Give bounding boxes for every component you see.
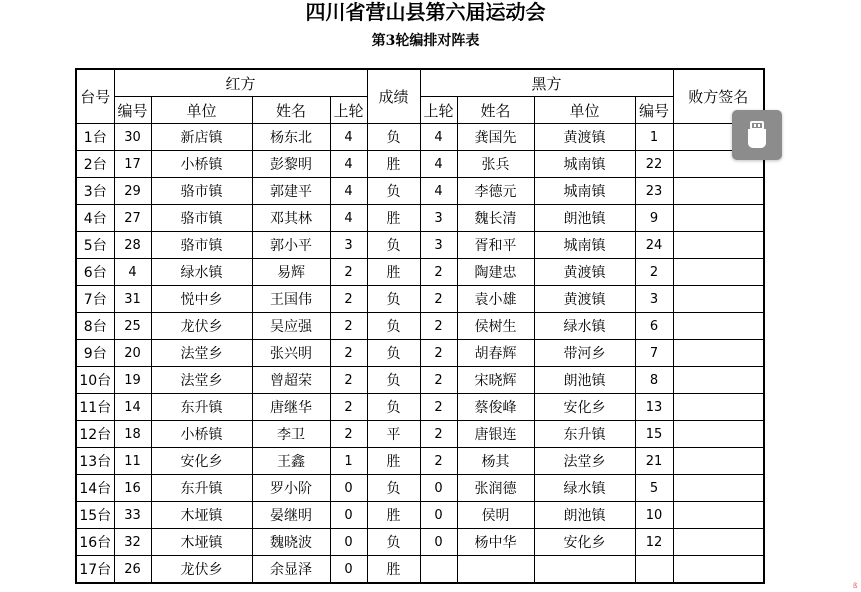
table-no-cell: 12台 (76, 421, 114, 448)
table-row (76, 178, 764, 205)
red-prev-round-cell: 3 (330, 232, 367, 259)
table-no-cell: 4台 (76, 205, 114, 232)
black-prev-round-cell: 3 (420, 205, 457, 232)
black-id-header: 编号 (635, 97, 673, 124)
loser-sign-cell (673, 232, 764, 259)
red-id-cell: 32 (114, 529, 151, 556)
red-name-cell: 杨东北 (252, 124, 330, 151)
result-cell: 平 (367, 421, 420, 448)
red-unit-cell: 龙伏乡 (151, 556, 252, 584)
corner-mark: ß (853, 582, 858, 590)
table-row (76, 124, 764, 151)
black-name-header: 姓名 (457, 97, 534, 124)
red-name-cell: 晏继明 (252, 502, 330, 529)
black-unit-cell: 绿水镇 (534, 475, 635, 502)
red-prev-round-header: 上轮 (330, 97, 367, 124)
red-unit-cell: 小桥镇 (151, 421, 252, 448)
black-unit-cell: 带河乡 (534, 340, 635, 367)
loser-sign-cell (673, 259, 764, 286)
red-name-cell: 余显泽 (252, 556, 330, 584)
loser-sign-cell (673, 556, 764, 584)
black-id-cell (635, 556, 673, 584)
black-name-cell: 魏长清 (457, 205, 534, 232)
table-row (76, 502, 764, 529)
red-unit-cell: 悦中乡 (151, 286, 252, 313)
table-no-cell: 13台 (76, 448, 114, 475)
black-unit-cell: 法堂乡 (534, 448, 635, 475)
usb-drive-icon (745, 121, 769, 149)
red-prev-round-cell: 4 (330, 124, 367, 151)
red-id-cell: 29 (114, 178, 151, 205)
table-no-cell: 8台 (76, 313, 114, 340)
red-name-cell: 吴应强 (252, 313, 330, 340)
result-cell: 负 (367, 340, 420, 367)
red-prev-round-cell: 2 (330, 340, 367, 367)
red-id-cell: 11 (114, 448, 151, 475)
table-row (76, 205, 764, 232)
black-name-cell: 张润德 (457, 475, 534, 502)
red-id-cell: 27 (114, 205, 151, 232)
black-prev-round-cell: 4 (420, 151, 457, 178)
red-name-cell: 邓其林 (252, 205, 330, 232)
table-row (76, 286, 764, 313)
black-name-cell: 侯树生 (457, 313, 534, 340)
table-row (76, 367, 764, 394)
red-id-cell: 16 (114, 475, 151, 502)
table-no-cell: 14台 (76, 475, 114, 502)
black-prev-round-cell: 3 (420, 232, 457, 259)
red-unit-cell: 法堂乡 (151, 367, 252, 394)
page-title: 四川省营山县第六届运动会 (305, 0, 546, 24)
table-no-cell: 10台 (76, 367, 114, 394)
black-unit-cell: 朗池镇 (534, 205, 635, 232)
black-name-cell: 陶建忠 (457, 259, 534, 286)
black-id-cell: 13 (635, 394, 673, 421)
black-name-cell: 龚国先 (457, 124, 534, 151)
table-no-cell: 11台 (76, 394, 114, 421)
result-cell: 胜 (367, 259, 420, 286)
loser-sign-cell (673, 529, 764, 556)
table-no-cell: 7台 (76, 286, 114, 313)
red-prev-round-cell: 2 (330, 259, 367, 286)
red-unit-cell: 安化乡 (151, 448, 252, 475)
red-name-cell: 魏晓波 (252, 529, 330, 556)
loser-sign-cell (673, 448, 764, 475)
black-name-cell: 宋晓辉 (457, 367, 534, 394)
result-cell: 负 (367, 286, 420, 313)
loser-sign-cell (673, 502, 764, 529)
black-unit-cell: 安化乡 (534, 529, 635, 556)
black-unit-cell: 绿水镇 (534, 313, 635, 340)
table-no-cell: 9台 (76, 340, 114, 367)
black-prev-round-cell (420, 556, 457, 584)
red-id-cell: 31 (114, 286, 151, 313)
black-name-cell: 袁小雄 (457, 286, 534, 313)
red-prev-round-cell: 2 (330, 394, 367, 421)
loser-sign-cell (673, 475, 764, 502)
black-name-cell: 胥和平 (457, 232, 534, 259)
red-unit-cell: 骆市镇 (151, 232, 252, 259)
table-no-cell: 16台 (76, 529, 114, 556)
table-row (76, 313, 764, 340)
black-prev-round-cell: 0 (420, 529, 457, 556)
result-cell: 负 (367, 367, 420, 394)
table-row (76, 259, 764, 286)
black-unit-cell: 黄渡镇 (534, 124, 635, 151)
black-unit-cell (534, 556, 635, 584)
black-id-cell: 23 (635, 178, 673, 205)
table-no-cell: 15台 (76, 502, 114, 529)
black-name-cell: 李德元 (457, 178, 534, 205)
red-id-cell: 18 (114, 421, 151, 448)
black-id-cell: 21 (635, 448, 673, 475)
result-cell: 胜 (367, 205, 420, 232)
red-unit-cell: 东升镇 (151, 394, 252, 421)
red-unit-cell: 骆市镇 (151, 205, 252, 232)
table-row (76, 448, 764, 475)
black-id-cell: 24 (635, 232, 673, 259)
black-name-cell: 胡春辉 (457, 340, 534, 367)
loser-sign-header: 败方签名 (673, 69, 764, 124)
black-id-cell: 9 (635, 205, 673, 232)
black-prev-round-header: 上轮 (420, 97, 457, 124)
result-cell: 负 (367, 178, 420, 205)
black-id-cell: 5 (635, 475, 673, 502)
red-id-cell: 33 (114, 502, 151, 529)
red-name-cell: 张兴明 (252, 340, 330, 367)
red-prev-round-cell: 0 (330, 529, 367, 556)
black-unit-cell: 东升镇 (534, 421, 635, 448)
red-id-cell: 14 (114, 394, 151, 421)
black-prev-round-cell: 0 (420, 502, 457, 529)
black-prev-round-cell: 0 (420, 475, 457, 502)
table-row (76, 340, 764, 367)
red-id-cell: 19 (114, 367, 151, 394)
black-unit-cell: 朗池镇 (534, 502, 635, 529)
red-id-cell: 26 (114, 556, 151, 584)
red-prev-round-cell: 1 (330, 448, 367, 475)
red-unit-cell: 法堂乡 (151, 340, 252, 367)
black-prev-round-cell: 2 (420, 259, 457, 286)
red-id-cell: 17 (114, 151, 151, 178)
result-cell: 胜 (367, 151, 420, 178)
black-name-cell: 侯明 (457, 502, 534, 529)
result-cell: 负 (367, 124, 420, 151)
black-prev-round-cell: 2 (420, 448, 457, 475)
pairing-table (75, 68, 765, 584)
black-id-cell: 12 (635, 529, 673, 556)
result-cell: 胜 (367, 448, 420, 475)
red-prev-round-cell: 0 (330, 556, 367, 584)
red-name-cell: 王鑫 (252, 448, 330, 475)
loser-sign-cell (673, 367, 764, 394)
black-unit-cell: 安化乡 (534, 394, 635, 421)
loser-sign-cell (673, 205, 764, 232)
black-prev-round-cell: 2 (420, 367, 457, 394)
black-prev-round-cell: 2 (420, 394, 457, 421)
black-unit-cell: 城南镇 (534, 151, 635, 178)
black-unit-header: 单位 (534, 97, 635, 124)
black-id-cell: 15 (635, 421, 673, 448)
table-row (76, 556, 764, 584)
black-name-cell: 杨其 (457, 448, 534, 475)
black-prev-round-cell: 4 (420, 124, 457, 151)
black-unit-cell: 朗池镇 (534, 367, 635, 394)
table-no-cell: 1台 (76, 124, 114, 151)
black-id-cell: 22 (635, 151, 673, 178)
red-name-cell: 郭小平 (252, 232, 330, 259)
black-id-cell: 1 (635, 124, 673, 151)
red-name-cell: 王国伟 (252, 286, 330, 313)
result-cell: 负 (367, 394, 420, 421)
result-cell: 负 (367, 529, 420, 556)
loser-sign-cell (673, 340, 764, 367)
red-name-cell: 李卫 (252, 421, 330, 448)
black-prev-round-cell: 4 (420, 178, 457, 205)
red-prev-round-cell: 0 (330, 475, 367, 502)
table-row (76, 475, 764, 502)
red-prev-round-cell: 4 (330, 178, 367, 205)
red-prev-round-cell: 4 (330, 151, 367, 178)
black-unit-cell: 黄渡镇 (534, 259, 635, 286)
black-prev-round-cell: 2 (420, 286, 457, 313)
red-prev-round-cell: 0 (330, 502, 367, 529)
red-name-cell: 唐继华 (252, 394, 330, 421)
table-no-cell: 5台 (76, 232, 114, 259)
red-name-cell: 易辉 (252, 259, 330, 286)
table-row (76, 151, 764, 178)
table-no-header: 台号 (76, 69, 114, 124)
black-id-cell: 10 (635, 502, 673, 529)
red-id-cell: 4 (114, 259, 151, 286)
result-cell: 胜 (367, 502, 420, 529)
black-id-cell: 7 (635, 340, 673, 367)
red-unit-cell: 骆市镇 (151, 178, 252, 205)
table-row (76, 421, 764, 448)
red-unit-cell: 小桥镇 (151, 151, 252, 178)
black-id-cell: 8 (635, 367, 673, 394)
result-cell: 负 (367, 313, 420, 340)
black-prev-round-cell: 2 (420, 313, 457, 340)
red-name-cell: 郭建平 (252, 178, 330, 205)
table-row (76, 529, 764, 556)
red-unit-cell: 木垭镇 (151, 529, 252, 556)
result-cell: 负 (367, 232, 420, 259)
black-id-cell: 6 (635, 313, 673, 340)
red-name-header: 姓名 (252, 97, 330, 124)
table-no-cell: 6台 (76, 259, 114, 286)
red-name-cell: 曾超荣 (252, 367, 330, 394)
red-unit-header: 单位 (151, 97, 252, 124)
red-unit-cell: 东升镇 (151, 475, 252, 502)
black-unit-cell: 城南镇 (534, 232, 635, 259)
result-cell: 胜 (367, 556, 420, 584)
red-unit-cell: 绿水镇 (151, 259, 252, 286)
red-id-cell: 28 (114, 232, 151, 259)
loser-sign-cell (673, 421, 764, 448)
red-prev-round-cell: 2 (330, 313, 367, 340)
table-no-cell: 17台 (76, 556, 114, 584)
red-unit-cell: 新店镇 (151, 124, 252, 151)
black-prev-round-cell: 2 (420, 421, 457, 448)
loser-sign-cell (673, 313, 764, 340)
table-no-cell: 2台 (76, 151, 114, 178)
red-unit-cell: 木垭镇 (151, 502, 252, 529)
black-name-cell (457, 556, 534, 584)
black-name-cell: 唐银连 (457, 421, 534, 448)
red-prev-round-cell: 2 (330, 367, 367, 394)
red-side-header: 红方 (114, 69, 367, 97)
floating-usb-button[interactable] (732, 110, 782, 160)
red-id-cell: 30 (114, 124, 151, 151)
red-prev-round-cell: 2 (330, 421, 367, 448)
black-prev-round-cell: 2 (420, 340, 457, 367)
red-prev-round-cell: 4 (330, 205, 367, 232)
black-name-cell: 张兵 (457, 151, 534, 178)
black-name-cell: 蔡俊峰 (457, 394, 534, 421)
red-prev-round-cell: 2 (330, 286, 367, 313)
black-unit-cell: 黄渡镇 (534, 286, 635, 313)
red-id-cell: 20 (114, 340, 151, 367)
black-name-cell: 杨中华 (457, 529, 534, 556)
black-side-header: 黑方 (420, 69, 673, 97)
red-id-header: 编号 (114, 97, 151, 124)
black-id-cell: 3 (635, 286, 673, 313)
loser-sign-cell (673, 286, 764, 313)
result-cell: 负 (367, 475, 420, 502)
red-id-cell: 25 (114, 313, 151, 340)
loser-sign-cell (673, 178, 764, 205)
red-unit-cell: 龙伏乡 (151, 313, 252, 340)
result-header: 成绩 (367, 69, 420, 124)
red-name-cell: 彭黎明 (252, 151, 330, 178)
table-no-cell: 3台 (76, 178, 114, 205)
black-id-cell: 2 (635, 259, 673, 286)
loser-sign-cell (673, 394, 764, 421)
page-subtitle: 第3轮编排对阵表 (371, 33, 480, 49)
table-row (76, 232, 764, 259)
table-row (76, 394, 764, 421)
black-unit-cell: 城南镇 (534, 178, 635, 205)
red-name-cell: 罗小阶 (252, 475, 330, 502)
